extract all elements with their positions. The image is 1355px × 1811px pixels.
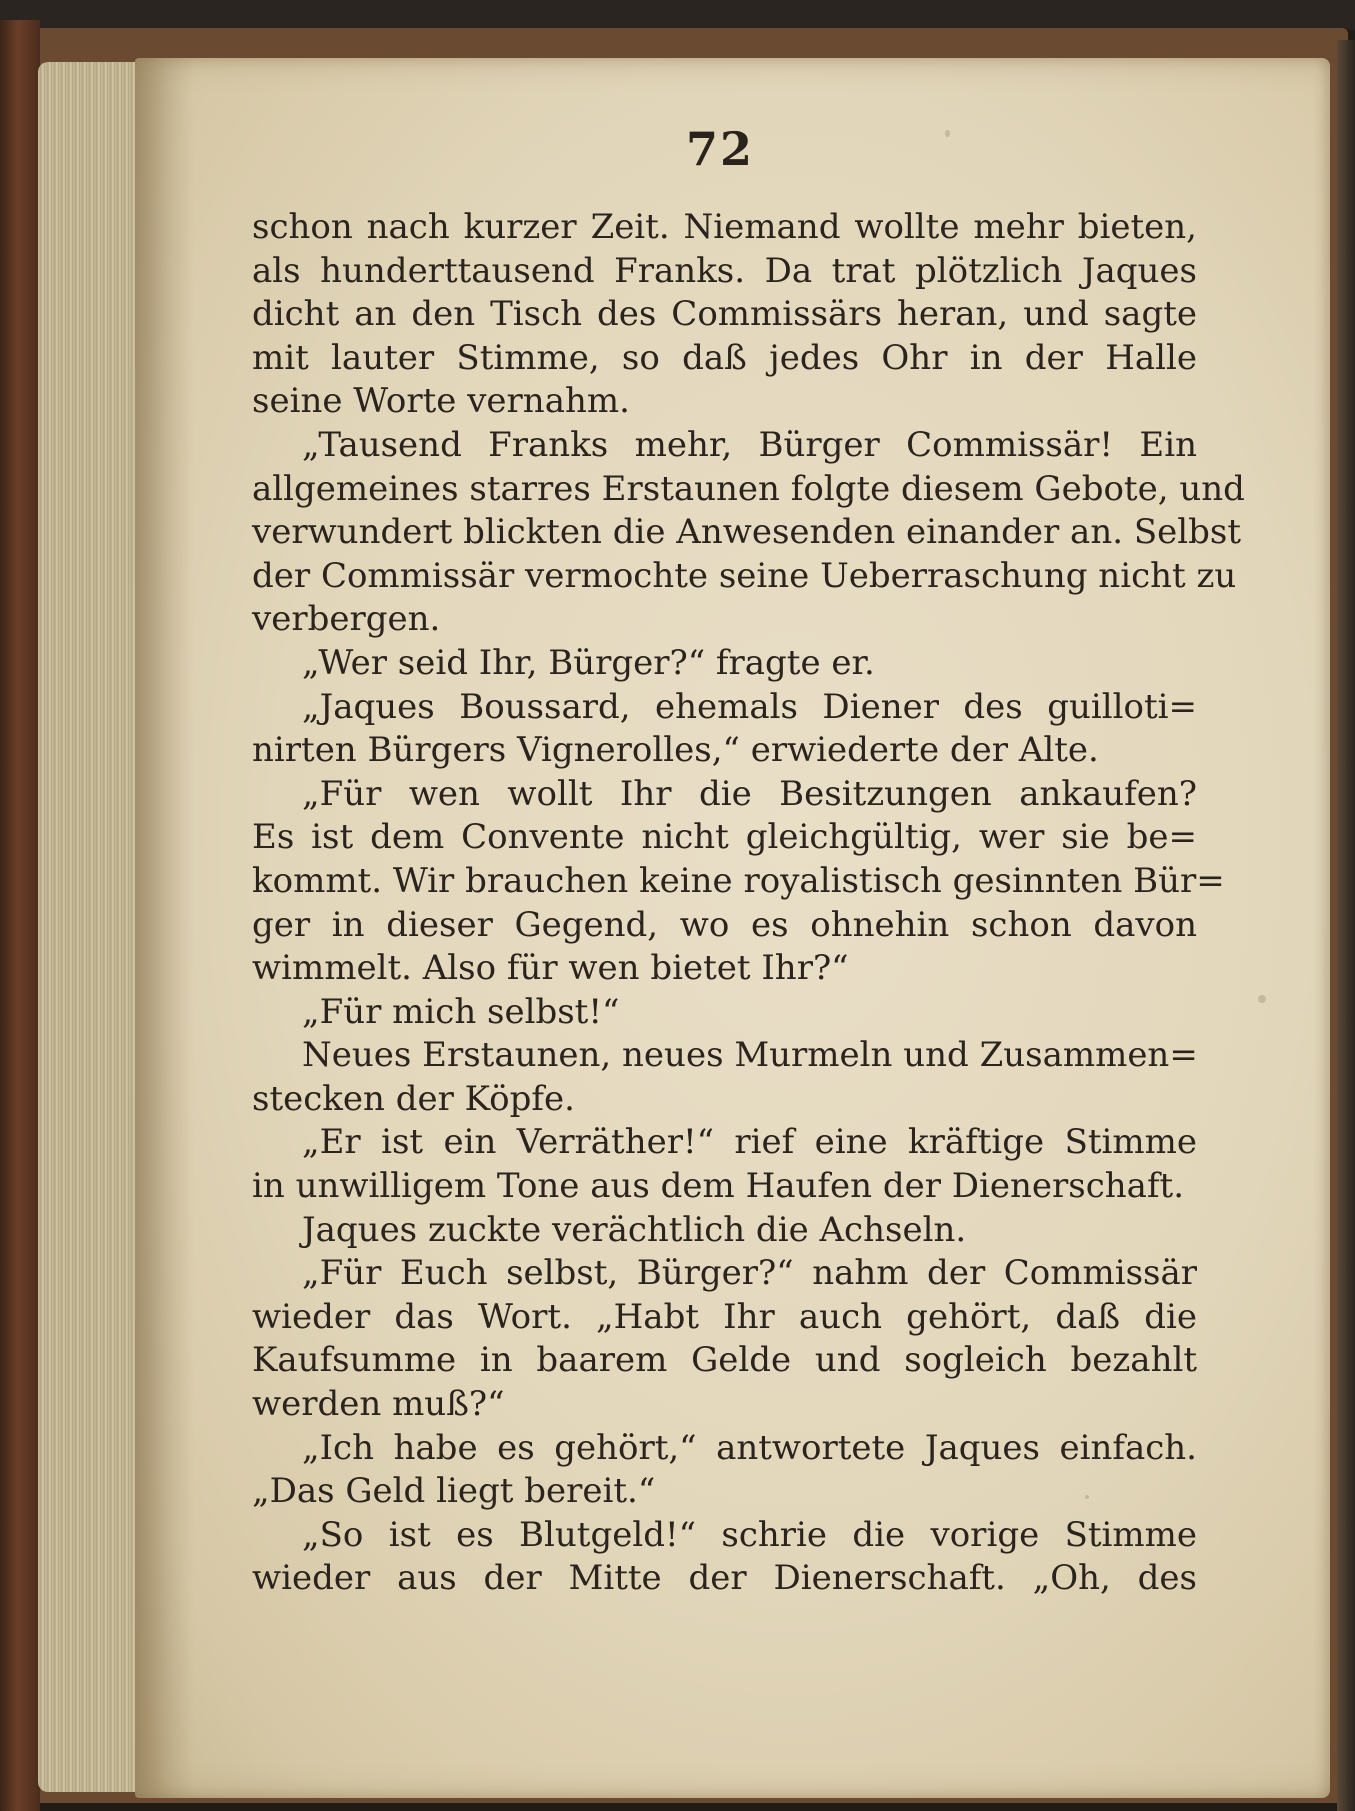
text-line: nirten Bürgers Vignerolles,“ erwiederte der Alte.: [252, 730, 1099, 771]
cover-top-edge: [0, 0, 1355, 30]
text-line: „Für Euch selbst, Bürger?“ nahm der Commissär: [302, 1253, 1197, 1294]
text-line: stecken der Köpfe.: [252, 1078, 575, 1119]
page-edges: [38, 62, 148, 1792]
text-line: „Jaques Boussard, ehemals Diener des guilloti=: [302, 686, 1197, 727]
text-line: Kaufsumme in baarem Gelde und sogleich bezahlt: [252, 1340, 1197, 1381]
text-line: als hunderttausend Franks. Da trat plötzlich Jaques: [252, 250, 1197, 291]
cover-board-right: [1337, 40, 1355, 1811]
text-line: kommt. Wir brauchen keine royalistisch gesinnten Bür=: [252, 860, 1225, 901]
text-line: wieder das Wort. „Habt Ihr auch gehört, daß die: [252, 1296, 1197, 1337]
text-line: wieder aus der Mitte der Dienerschaft. „Oh, des: [252, 1558, 1197, 1599]
text-line: „Tausend Franks mehr, Bürger Commissär! Ein: [302, 424, 1197, 465]
text-line: „Er ist ein Verräther!“ rief eine kräftige Stimme: [302, 1122, 1197, 1163]
text-line: seine Worte vernahm.: [252, 381, 630, 422]
cover-board-left: [0, 20, 40, 1811]
text-line: „Wer seid Ihr, Bürger?“ fragte er.: [302, 642, 875, 683]
text-line: dicht an den Tisch des Commissärs heran, und sagte: [252, 294, 1197, 335]
text-line: mit lauter Stimme, so daß jedes Ohr in der Halle: [252, 337, 1197, 378]
text-line: Es ist dem Convente nicht gleichgültig, wer sie be=: [252, 817, 1197, 858]
body-text: [252, 206, 1245, 1601]
text-line: der Commissär vermochte seine Ueberraschung nicht zu: [252, 555, 1237, 596]
page-number: 72: [685, 122, 754, 176]
text-line: allgemeines starres Erstaunen folgte diesem Gebote, und: [252, 468, 1245, 509]
text-line: in unwilligem Tone aus dem Haufen der Dienerschaft.: [252, 1166, 1185, 1207]
paper-speck: [1258, 995, 1266, 1003]
text-line: Jaques zuckte verächtlich die Achseln.: [302, 1209, 967, 1250]
text-line: verwundert blickten die Anwesenden einander an. Selbst: [252, 512, 1241, 553]
text-line: wimmelt. Also für wen bietet Ihr?“: [252, 948, 849, 989]
text-line: ger in dieser Gegend, wo es ohnehin schon davon: [252, 904, 1197, 945]
text-line: „Das Geld liegt bereit.“: [252, 1471, 656, 1512]
text-line: „Ich habe es gehört,“ antwortete Jaques einfach.: [302, 1427, 1197, 1468]
text-line: werden muß?“: [252, 1384, 505, 1425]
text-line: verbergen.: [252, 599, 441, 640]
text-line: „Für mich selbst!“: [302, 991, 620, 1032]
text-line: schon nach kurzer Zeit. Niemand wollte mehr bieten,: [252, 207, 1197, 247]
text-line: „So ist es Blutgeld!“ schrie die vorige Stimme: [302, 1514, 1197, 1555]
text-line: Neues Erstaunen, neues Murmeln und Zusammen=: [302, 1035, 1198, 1076]
text-line: „Für wen wollt Ihr die Besitzungen ankaufen?: [302, 773, 1197, 814]
